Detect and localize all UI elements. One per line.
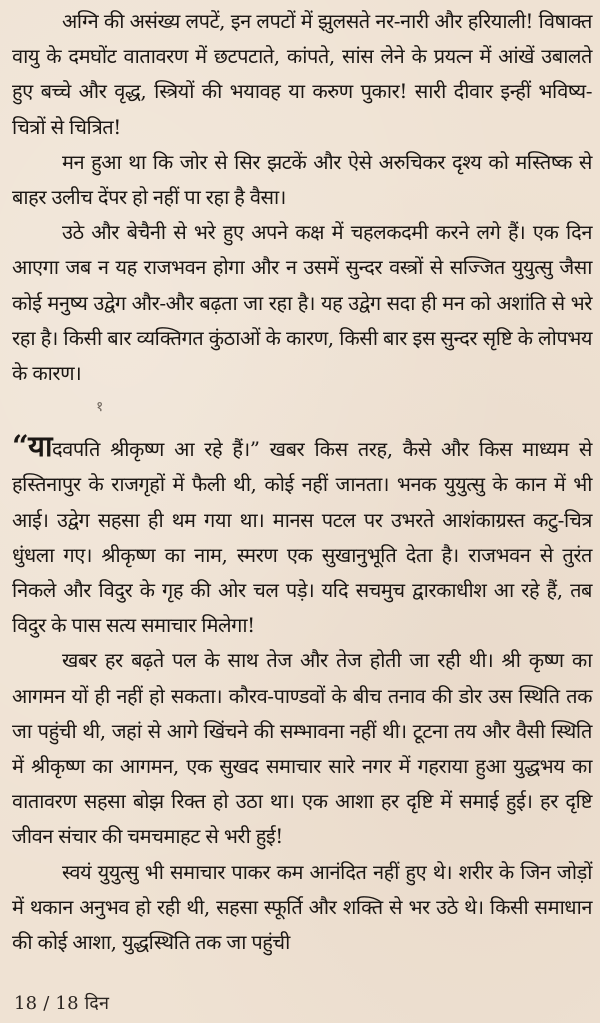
paragraph-6: स्वयं युयुत्सु भी समाचार पाकर कम आनंदित नहीं हुए थे। शरीर के जिन जोड़ों में थकान अनुभव हो रही थी, सहसा स्फूर्ति और शक्ति से भर उठे थे। किसी समाधान की कोई आशा, युद्धस्थिति तक जा पहुंची — [12, 859, 592, 955]
paragraph-1: अग्नि की असंख्य लपटें, इन लपटों में झुलसते नर-नारी और हरियाली! विषाक्त वायु के दमघोंट वातावरण में छटपटाते, कांपते, सांस लेने के प्रयत्न में आंखें उबालते हुए बच्चे और वृद्ध, स्त्रियों की भयावह या करुण पुकार! सारी दीवार इन्हीं भविष्य-चित्रों से चित्रित! — [12, 9, 592, 139]
opening-paragraph — [12, 429, 592, 643]
section-mark: १ — [96, 399, 104, 416]
opening-paragraph-text: दवपति श्रीकृष्ण आ रहे हैं।” खबर किस तरह, कैसे और किस माध्यम से हस्तिनापुर के राजगृहों में फैली थी, कोई नहीं जानता। भनक युयुत्सु के कान में भी आई। उद्वेग सहसा ही थम गया था। मानस पटल पर उभरते आशंकाग्रस्त कटु-चित्र धुंधला गए। श्रीकृष्ण का नाम, स्मरण एक सुखानुभूति देता है। राजभवन से तुरंत निकले और विदुर के गृह की ओर चल पड़े। यदि सचमुच द्वारकाधीश आ रहे हैं, तब विदुर के पास सत्य समाचार मिलेगा! — [12, 437, 592, 638]
page-footer: 18 / 18 दिन — [14, 993, 110, 1014]
paragraph-2: मन हुआ था कि जोर से सिर झटकें और ऐसे अरुचिकर दृश्य को मस्तिष्क से बाहर उलीच देंपर हो नहीं पा रहा है वैसा। — [12, 149, 592, 210]
section-break — [12, 391, 592, 429]
drop-cap: “या — [12, 429, 53, 464]
page-text — [12, 4, 592, 960]
paragraph-3: उठे और बेचैनी से भरे हुए अपने कक्ष में चहलकदमी करने लगे हैं। एक दिन आएगा जब न यह राजभवन होगा और न उसमें सुन्दर वस्त्रों से सज्जित युयुत्सु जैसा कोई मनुष्य उद्वेग और-और बढ़ता जा रहा है। यह उद्वेग सदा ही मन को अशांति से भरे रहा है। किसी बार व्यक्तिगत कुंठाओं के कारण, किसी बार इस सुन्दर सृष्टि के लोपभय के कारण। — [12, 220, 592, 386]
paragraph-5: खबर हर बढ़ते पल के साथ तेज और तेज होती जा रही थी। श्री कृष्ण का आगमन यों ही नहीं हो सकता। कौरव-पाण्डवों के बीच तनाव की डोर उस स्थिति तक जा पहुंची थी, जहां से आगे खिंचने की सम्भावना नहीं थी। टूटना तय और वैसी स्थिति में श्रीकृष्ण का आगमन, एक सुखद समाचार सारे नगर में गहराया हुआ युद्धभय का वातावरण सहसा बोझ रिक्त हो उठा था। एक आशा हर दृष्टि में समाई हुई। हर दृष्टि जीवन संचार की चमचमाहट से भरी हुई! — [12, 648, 592, 849]
